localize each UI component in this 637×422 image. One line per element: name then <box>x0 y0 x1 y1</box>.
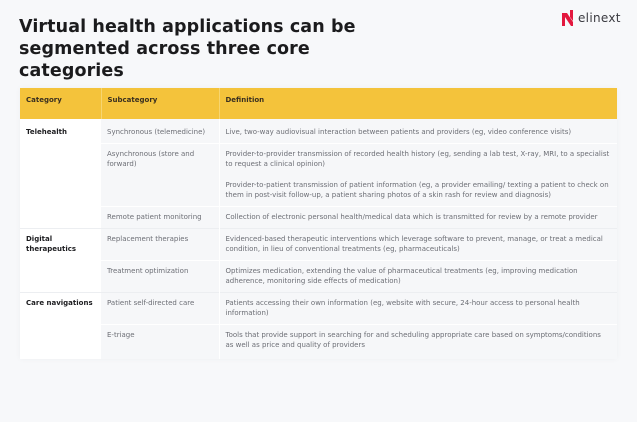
category-cell: Care navigations <box>20 293 101 360</box>
subcategory-cell: Remote patient monitoring <box>101 207 219 229</box>
definition-cell: Provider-to-patient transmission of patient information (eg, a provider emailing/ texting a patient to check on them in post-visit follow-up, a patient sharing photos of a skin rash for review and diagnosis) <box>219 175 617 207</box>
logo-text: elinext <box>578 11 621 25</box>
definition-cell: Optimizes medication, extending the value of pharmaceutical treatments (eg, improving medication adherence, monitoring side effects of medication) <box>219 261 617 293</box>
definition-cell: Tools that provide support in searching for and scheduling appropriate care based on symptoms/conditions as well as price and quality of providers <box>219 325 617 360</box>
categories-table <box>20 88 617 359</box>
header-definition: Definition <box>219 88 617 119</box>
elinext-logo-icon <box>562 10 573 26</box>
table-row <box>20 261 617 293</box>
definition-cell: Provider-to-provider transmission of recorded health history (eg, sending a lab test, X-ray, MRI, to a specialist to request a clinical opinion) <box>219 144 617 176</box>
table-row <box>20 229 617 261</box>
header-subcategory: Subcategory <box>101 88 219 119</box>
subcategory-cell: E-triage <box>101 325 219 360</box>
table-row <box>20 293 617 325</box>
table-row <box>20 207 617 229</box>
table-row <box>20 144 617 176</box>
subcategory-cell: Patient self-directed care <box>101 293 219 325</box>
subcategory-cell: Replacement therapies <box>101 229 219 261</box>
elinext-logo <box>562 10 621 26</box>
table-row <box>20 119 617 144</box>
subcategory-cell: Synchronous (telemedicine) <box>101 119 219 144</box>
page-title: Virtual health applications can be segmented across three core categories <box>19 17 356 81</box>
table-row <box>20 325 617 360</box>
definition-cell: Evidenced-based therapeutic interventions which leverage software to prevent, manage, or treat a medical condition, in lieu of conventional treatments (eg, pharmaceuticals) <box>219 229 617 261</box>
definition-cell: Collection of electronic personal health/medical data which is transmitted for review by a remote provider <box>219 207 617 229</box>
subcategory-cell: Treatment optimization <box>101 261 219 293</box>
category-cell: Digital therapeutics <box>20 229 101 293</box>
category-cell: Telehealth <box>20 119 101 229</box>
definition-cell: Patients accessing their own information (eg, website with secure, 24-hour access to personal health information) <box>219 293 617 325</box>
header-category: Category <box>20 88 101 119</box>
definition-cell: Live, two-way audiovisual interaction between patients and providers (eg, video conference visits) <box>219 119 617 144</box>
table-header-row <box>20 88 617 119</box>
subcategory-cell: Asynchronous (store and forward) <box>101 144 219 207</box>
